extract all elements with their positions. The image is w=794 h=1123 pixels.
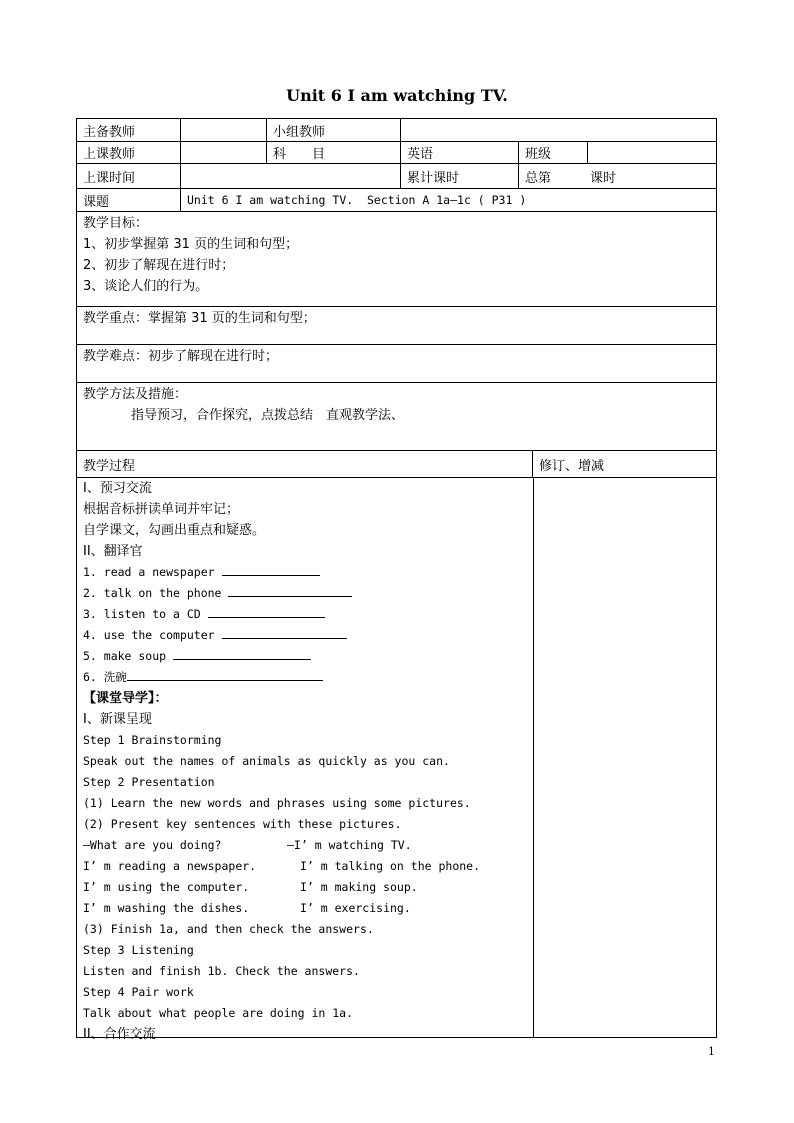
methods-heading: 教学方法及措施： [83, 387, 188, 402]
objective-item: 2、初步了解现在进行时； [83, 258, 235, 273]
objectives-section [77, 212, 716, 307]
process-header-row [77, 451, 716, 478]
answer-blank [222, 626, 347, 639]
key-point-section [77, 307, 716, 345]
step-text: Listen and finish 1b. Check the answers. [83, 964, 360, 978]
translate-item-text: 2. talk on the phone [83, 586, 222, 600]
answer-blank [222, 563, 320, 576]
difficulty-text: 教学难点：初步了解现在进行时； [83, 349, 279, 364]
topic-label: 课题 [77, 189, 181, 211]
dialog-question: I’ m reading a newspaper. [83, 859, 257, 873]
subject-value: 英语 [401, 142, 519, 163]
translate-item-text: 4. use the computer [83, 628, 215, 642]
objective-item: 3、谈论人们的行为。 [83, 279, 209, 294]
guide-heading: 【课堂导学】： [83, 691, 168, 706]
methods-section [77, 383, 716, 451]
preview-line: 根据音标拼读单词并牢记； [83, 502, 240, 517]
step-text: (3) Finish 1a, and then check the answers. [83, 922, 374, 936]
process-body [77, 478, 716, 1042]
row-topic [77, 189, 716, 212]
dialog-answer: I’ m making soup. [300, 880, 418, 894]
dialog-question: I’ m washing the dishes. [83, 901, 250, 915]
revision-header: 修订、增减 [539, 458, 605, 474]
step-text: Speak out the names of animals as quickly as you can. [83, 754, 450, 768]
time-value [181, 164, 401, 188]
step-heading: Step 2 Presentation [83, 775, 215, 789]
answer-blank [127, 668, 323, 681]
translate-heading: II、翻译官 [83, 544, 143, 559]
dialog-answer: —I’ m watching TV. [287, 838, 412, 852]
step-text: (2) Present key sentences with these pictures. [83, 817, 402, 831]
time-label: 上课时间 [77, 164, 181, 188]
dialog-row [83, 877, 471, 898]
group-teacher-label: 小组教师 [267, 119, 401, 141]
new-lesson-heading: I、新课呈现 [83, 712, 152, 727]
group-teacher-value [401, 119, 716, 141]
total-label: 总第 课时 [525, 170, 617, 186]
answer-blank [228, 584, 352, 597]
dialog-question: —What are you doing? [83, 838, 222, 852]
answer-blank [173, 647, 311, 660]
step-heading: Step 3 Listening [83, 943, 194, 957]
translate-item [83, 562, 471, 583]
topic-value: Unit 6 I am watching TV. Section A 1a—1c ( P31 ) [187, 193, 527, 207]
translate-item-text: 3. listen to a CD [83, 607, 201, 621]
page-title: Unit 6 I am watching TV. [286, 86, 508, 105]
translate-item-text: 6. 洗碗 [83, 670, 127, 684]
cumulative-label: 累计课时 [401, 164, 519, 188]
teacher-value [181, 142, 267, 163]
dialog-row [83, 898, 471, 919]
class-label: 班级 [519, 142, 588, 163]
cooperation-heading: II、合作交流 [83, 1027, 156, 1042]
objective-item: 1、初步掌握第 31 页的生词和句型； [83, 237, 299, 252]
process-header: 教学过程 [77, 451, 533, 477]
translate-item [83, 604, 471, 625]
preview-line: 自学课文，勾画出重点和疑惑。 [83, 523, 266, 538]
translate-item-text: 1. read a newspaper [83, 565, 215, 579]
methods-content: 指导预习，合作探究，点拨总结 直观教学法、 [131, 408, 405, 423]
translate-item [83, 667, 471, 688]
step-text: Talk about what people are doing in 1a. [83, 1006, 354, 1020]
dialog-question: I’ m using the computer. [83, 880, 250, 894]
dialog-row [83, 835, 471, 856]
translate-item-text: 5. make soup [83, 649, 167, 663]
answer-blank [208, 605, 325, 618]
row-lead-teacher [77, 119, 716, 142]
difficulty-section [77, 345, 716, 383]
step-heading: Step 4 Pair work [83, 985, 194, 999]
translate-item [83, 583, 471, 604]
teacher-label: 上课教师 [77, 142, 181, 163]
lead-teacher-label: 主备教师 [77, 119, 181, 141]
row-time [77, 164, 716, 189]
dialog-row [83, 856, 481, 877]
step-heading: Step 1 Brainstorming [83, 733, 222, 747]
step-text: (1) Learn the new words and phrases using some pictures. [83, 796, 471, 810]
page-number: 1 [708, 1045, 715, 1058]
objectives-heading: 教学目标： [83, 216, 149, 231]
key-point-text: 教学重点：掌握第 31 页的生词和句型； [83, 311, 316, 326]
dialog-answer: I’ m exercising. [300, 901, 411, 915]
row-teacher [77, 142, 716, 164]
class-value [588, 142, 716, 163]
lead-teacher-value [181, 119, 267, 141]
subject-label: 科 目 [267, 142, 401, 163]
lesson-plan-table [76, 118, 717, 1042]
dialog-answer: I’ m talking on the phone. [300, 859, 481, 873]
column-divider [533, 478, 534, 1037]
translate-item [83, 625, 471, 646]
translate-item [83, 646, 471, 667]
preview-heading: I、预习交流 [83, 481, 152, 496]
